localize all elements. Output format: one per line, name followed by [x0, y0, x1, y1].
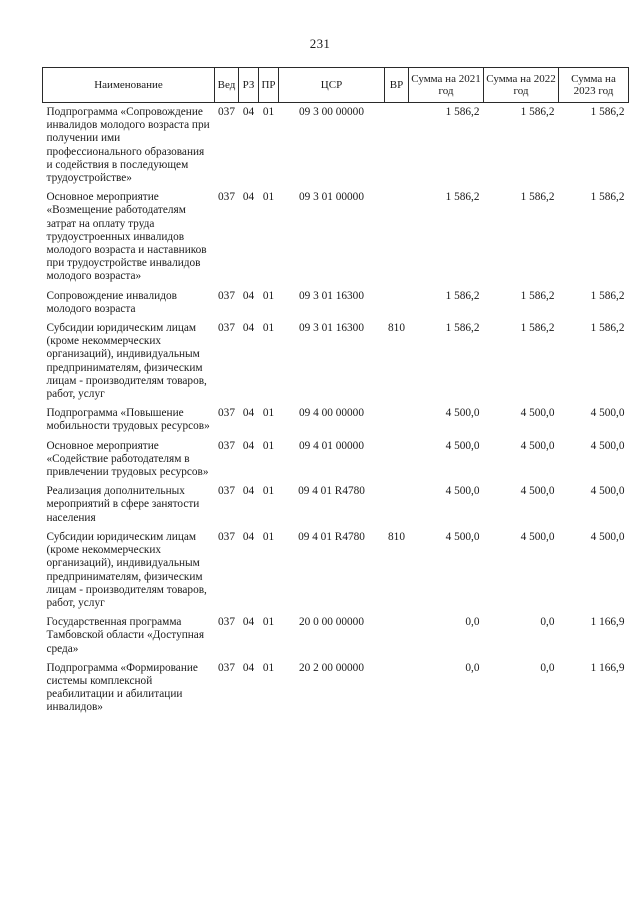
row-sum-2023: 4 500,0: [590, 530, 625, 543]
row-rz: 04: [242, 616, 255, 629]
row-sum-2022: 1 586,2: [520, 106, 555, 118]
row-csr: 20 2 00 00000: [299, 661, 364, 674]
row-rz: 04: [242, 106, 255, 118]
row-vr: 810: [388, 322, 405, 335]
row-rz: 04: [242, 191, 255, 204]
row-pr: 01: [262, 616, 275, 629]
page-number: 231: [309, 36, 331, 51]
row-ved: 037: [218, 485, 235, 498]
row-name: Основное мероприятие «Содействие работодателям в привлечении трудовых ресурсов»: [46, 439, 209, 479]
header-sum-2023: Сумма на 2023 год: [559, 68, 629, 103]
table-row: [43, 531, 629, 616]
row-csr: 09 3 00 00000: [299, 106, 364, 118]
row-vr: [385, 485, 409, 531]
table-row: [43, 485, 629, 531]
header-sum-2022: Сумма на 2022 год: [484, 68, 559, 103]
row-sum-2022: 1 586,2: [520, 322, 555, 335]
header-ved: Вед: [215, 68, 239, 103]
row-rz: 04: [242, 407, 255, 420]
table-row: [43, 290, 629, 322]
row-name: Субсидии юридическим лицам (кроме некоммерческих организаций), индивидуальным предпринимателям, физическим лицам - производителям товаров, работ, услуг: [46, 322, 207, 401]
row-csr: 09 4 01 00000: [299, 439, 364, 452]
row-sum-2023: 4 500,0: [590, 485, 625, 498]
row-pr: 01: [262, 439, 275, 452]
table-row: [43, 440, 629, 486]
header-pr: ПР: [259, 68, 279, 103]
row-vr: [385, 191, 409, 289]
row-name: Основное мероприятие «Возмещение работодателям затрат на оплату труда трудоустроенных инвалидов молодого возраста и наставников при трудоустройстве инвалидов молодого возраста»: [46, 191, 207, 283]
row-rz: 04: [242, 530, 255, 543]
table-row: [43, 191, 629, 289]
row-sum-2023: 1 166,9: [590, 616, 625, 629]
row-vr: [385, 103, 409, 192]
table-row: [43, 103, 629, 192]
row-sum-2023: 1 586,2: [590, 289, 625, 302]
row-sum-2022: 4 500,0: [520, 485, 555, 498]
row-ved: 037: [218, 439, 235, 452]
table-body: [43, 103, 629, 721]
row-sum-2021: 4 500,0: [445, 439, 480, 452]
row-sum-2021: 1 586,2: [445, 289, 480, 302]
row-csr: 09 3 01 16300: [299, 289, 364, 302]
row-sum-2023: 1 586,2: [590, 322, 625, 335]
row-name: Подпрограмма «Сопровождение инвалидов молодого возраста при получении ими профессионального образования и содействия в последующем трудоустройстве»: [46, 106, 210, 185]
row-pr: 01: [262, 407, 275, 420]
header-sum-2021: Сумма на 2021 год: [409, 68, 484, 103]
row-sum-2021: 4 500,0: [445, 485, 480, 498]
row-sum-2023: 1 586,2: [590, 106, 625, 118]
row-vr: [385, 662, 409, 721]
row-vr: [385, 290, 409, 322]
row-sum-2021: 4 500,0: [445, 530, 480, 543]
row-sum-2023: 1 586,2: [590, 191, 625, 204]
row-rz: 04: [242, 439, 255, 452]
row-vr: [385, 616, 409, 662]
row-ved: 037: [218, 322, 235, 335]
table-row: [43, 616, 629, 662]
row-name: Реализация дополнительных мероприятий в сфере занятости населения: [46, 485, 200, 524]
header-csr: ЦСР: [279, 68, 385, 103]
header-vr: ВР: [385, 68, 409, 103]
row-ved: 037: [218, 289, 235, 302]
row-sum-2021: 1 586,2: [445, 191, 480, 204]
row-vr: [385, 407, 409, 439]
row-pr: 01: [262, 106, 275, 118]
row-csr: 20 0 00 00000: [299, 616, 364, 629]
row-sum-2022: 4 500,0: [520, 439, 555, 452]
row-pr: 01: [262, 289, 275, 302]
row-sum-2022: 1 586,2: [520, 289, 555, 302]
row-pr: 01: [262, 485, 275, 498]
row-csr: 09 3 01 16300: [299, 322, 364, 335]
row-ved: 037: [218, 407, 235, 420]
row-ved: 037: [218, 661, 235, 674]
row-ved: 037: [218, 106, 235, 118]
row-name: Сопровождение инвалидов молодого возраста: [46, 289, 177, 315]
row-rz: 04: [242, 289, 255, 302]
row-sum-2021: 0,0: [465, 661, 480, 674]
row-sum-2023: 4 500,0: [590, 439, 625, 452]
row-sum-2021: 0,0: [465, 616, 480, 629]
table-row: [43, 662, 629, 721]
row-sum-2021: 1 586,2: [445, 106, 480, 118]
row-sum-2021: 4 500,0: [445, 407, 480, 420]
row-ved: 037: [218, 616, 235, 629]
row-rz: 04: [242, 661, 255, 674]
budget-table: [42, 67, 629, 721]
table-header: [43, 68, 629, 103]
header-name: Наименование: [43, 68, 215, 103]
row-sum-2021: 1 586,2: [445, 322, 480, 335]
row-sum-2022: 0,0: [540, 661, 555, 674]
row-pr: 01: [262, 530, 275, 543]
row-ved: 037: [218, 191, 235, 204]
row-name: Подпрограмма «Формирование системы комплексной реабилитации и абилитации инвалидов»: [46, 661, 198, 714]
table-row: [43, 407, 629, 439]
row-rz: 04: [242, 322, 255, 335]
row-rz: 04: [242, 485, 255, 498]
row-vr: [385, 440, 409, 486]
row-pr: 01: [262, 322, 275, 335]
row-pr: 01: [262, 191, 275, 204]
row-sum-2022: 4 500,0: [520, 530, 555, 543]
row-name: Подпрограмма «Повышение мобильности трудовых ресурсов»: [46, 407, 210, 433]
row-ved: 037: [218, 530, 235, 543]
row-name: Субсидии юридическим лицам (кроме некоммерческих организаций), индивидуальным предпринимателям, физическим лицам - производителям товаров, работ, услуг: [46, 530, 207, 609]
row-sum-2023: 1 166,9: [590, 661, 625, 674]
row-csr: 09 4 00 00000: [299, 407, 364, 420]
table-row: [43, 322, 629, 407]
row-csr: 09 4 01 R4780: [298, 485, 365, 498]
row-sum-2023: 4 500,0: [590, 407, 625, 420]
header-rz: РЗ: [239, 68, 259, 103]
row-sum-2022: 1 586,2: [520, 191, 555, 204]
row-csr: 09 3 01 00000: [299, 191, 364, 204]
row-sum-2022: 4 500,0: [520, 407, 555, 420]
row-csr: 09 4 01 R4780: [298, 530, 365, 543]
row-name: Государственная программа Тамбовской области «Доступная среда»: [46, 616, 205, 655]
row-sum-2022: 0,0: [540, 616, 555, 629]
row-pr: 01: [262, 661, 275, 674]
row-vr: 810: [388, 530, 405, 543]
